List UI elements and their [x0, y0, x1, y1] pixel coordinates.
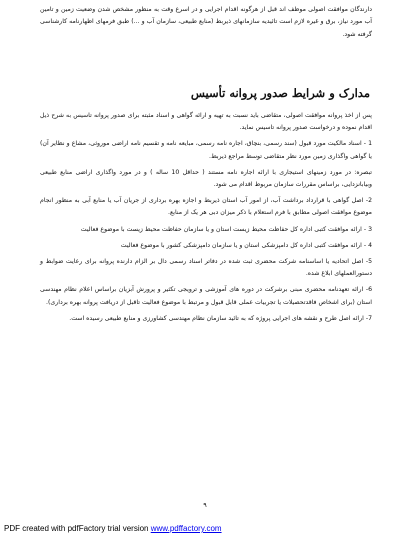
intro-text: دارندگان موافقت اصولی موظف اند قبل از هرگونه اقدام اجرایی و در اسرع وقت به منظور مشخص شدن وضعیت زمین و تامین آب مورد نیاز، برق و غیره لازم است تائیدیه سازمانهای ذیربط (منابع طبیعی، سازمان آب و ...) طبق فرمهای اظهارنامه کارشناسی گرفته شود.: [40, 6, 372, 38]
body-paragraph: 7- ارائه اصل طرح و نقشه های اجرایی پروژه که به تائید سازمان نظام مهندسی کشاورزی و منابع طبیعی رسیده است.: [69, 314, 372, 322]
intro-paragraph: [40, 4, 372, 41]
body-paragraph: 4 - ارائه موافقت کتبی اداره کل دامپزشکی استان و یا سازمان دامپزشکی کشور با موضوع فعالیت: [120, 241, 372, 249]
footer-link[interactable]: www.pdffactory.com: [150, 524, 222, 533]
body-paragraph: پس از اخذ پروانه موافقت اصولی، متقاضی باید نسبت به تهیه و ارائه گواهی و اسناد مثبته برای صدور پروانه تاسیس به شرح ذیل اقدام نموده و درخواست صدور پروانه تاسیس نماید.: [40, 112, 372, 132]
body-paragraph: 2- اصل گواهی با قرارداد برداشت آب، از امور آب استان ذیربط و اجازه بهره برداری از جریان آب یا منابع آبی به منظور انجام موضوع موافقت اصولی مطابق با فرم استعلام با ذکر میزان دبی هر یک از منابع.: [40, 197, 372, 217]
body-paragraph: تبصره: در مورد زمینهای استیجاری با ارائه اجاره نامه مستند ( حداقل 10 ساله ) و در مورد واگذاری اراضی منابع طبیعی وبیابانزدایی، براساس مقررات سازمان مربوط اقدام می شود.: [40, 168, 372, 189]
page-number: ۹: [203, 501, 207, 509]
requirements-body: [40, 110, 372, 325]
body-paragraph: 5- اصل اتحادیه یا اساسنامه شرکت محضری ثبت شده در دفاتر اسناد رسمی دال بر الزام دارنده پروانه برای رعایت ضوابط و دستورالعملهای ابلاغ شده.: [40, 258, 372, 278]
footer-text: PDF created with pdfFactory trial version: [4, 524, 151, 533]
body-paragraph: 6- ارائه تعهدنامه محضری مبنی برشرکت در دوره های آموزشی و ترویجی تکثیر و پرورش آبزیان براساس اعلام نظام مهندسی استان (برای اشخاص فاقدتحصیلات یا تجربیات عملی قابل قبول و مرتبط با موضوع فعالیت تاقبل از دریافت پروانه بهره برداری).: [40, 286, 372, 306]
section-title: مدارک و شرایط صدور پروانه تأسیس: [190, 86, 370, 100]
body-paragraph: 1 - اسناد مالکیت مورد قبول (سند رسمی، بنچاق، اجاره نامه رسمی، مبایعه نامه و تقسیم نامه اراضی موروثی، مشاع و نظایر آن) یا گواهی واگذاری زمین مورد نظر متقاضی توسط مراجع ذیربط.: [40, 140, 372, 160]
pdf-footer: [4, 524, 222, 533]
body-paragraph: 3 - ارائه موافقت کتبی اداره کل حفاظت محیط زیست استان و یا سازمان حفاظت محیط زیست با موضوع فعالیت: [80, 225, 372, 233]
